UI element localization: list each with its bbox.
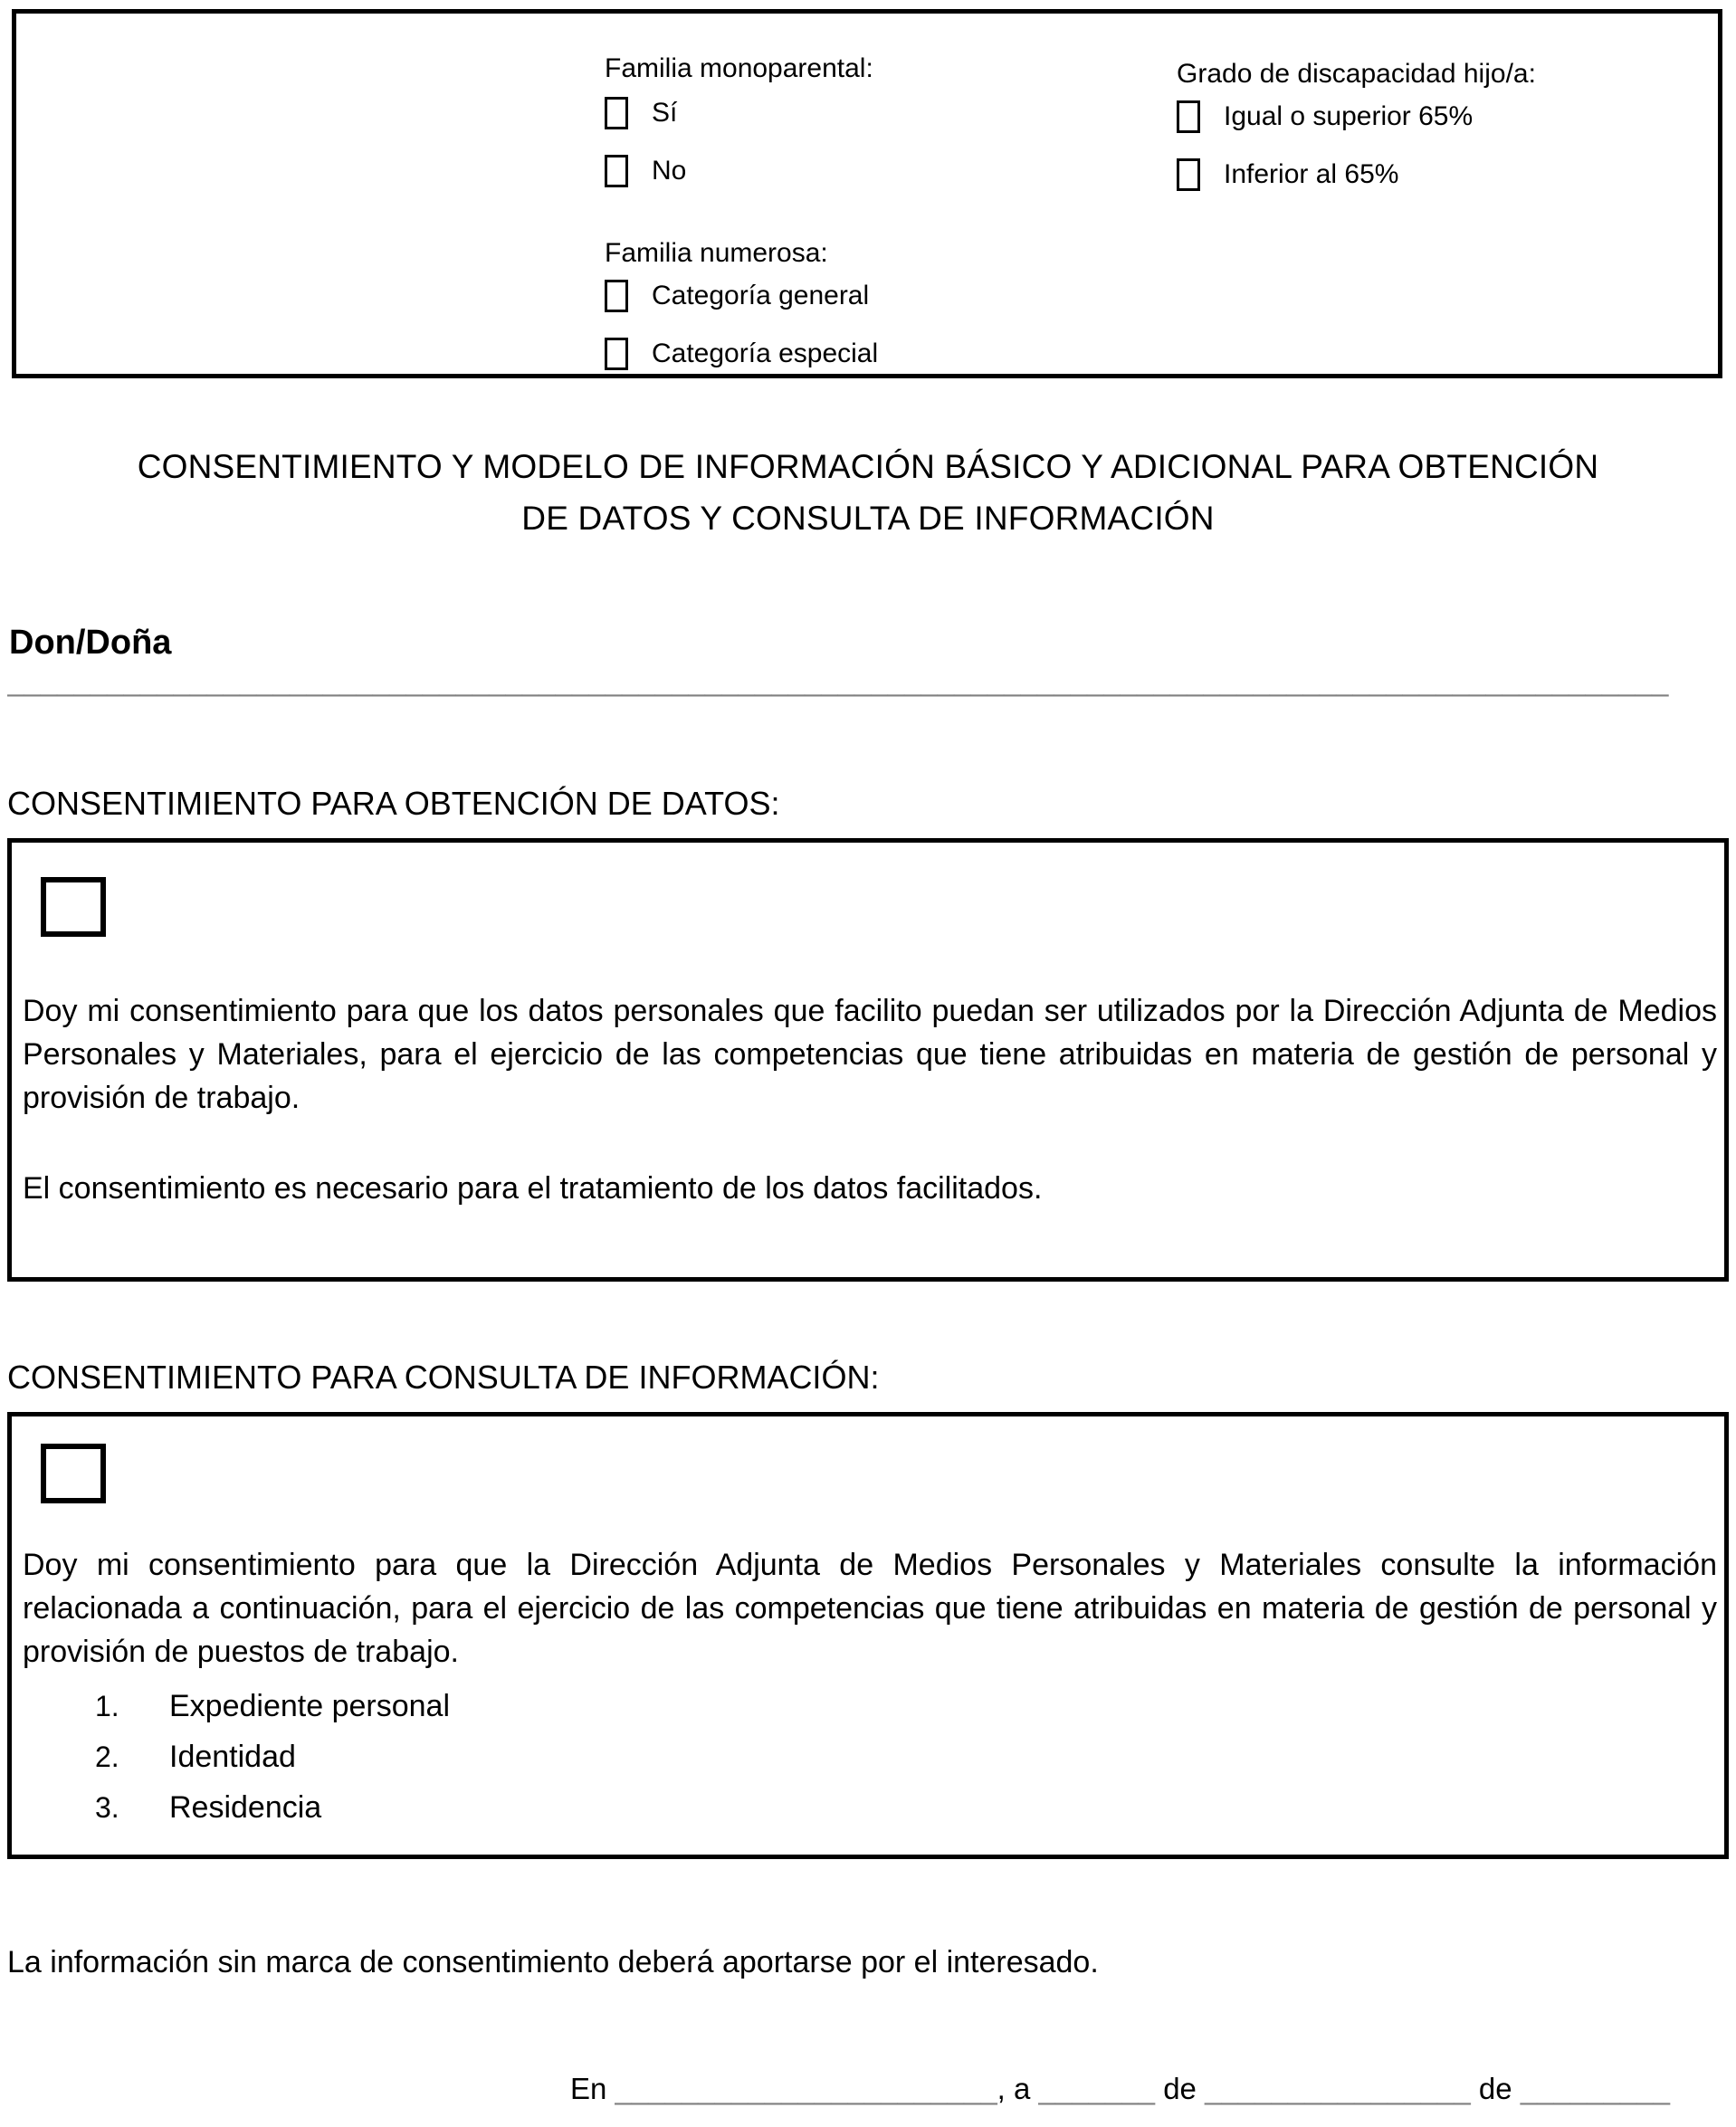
familia-monoparental-label: Familia monoparental: bbox=[605, 53, 873, 83]
consent-obtencion-heading: CONSENTIMIENTO PARA OBTENCIÓN DE DATOS: bbox=[7, 785, 780, 822]
don-dona-label: Don/Doña bbox=[9, 624, 172, 662]
consent-consulta-heading: CONSENTIMIENTO PARA CONSULTA DE INFORMACIÓN: bbox=[7, 1359, 880, 1396]
date-place-blank: _______________________ bbox=[615, 2072, 997, 2105]
grado-discapacidad-label: Grado de discapacidad hijo/a: bbox=[1177, 59, 1536, 89]
document-title bbox=[0, 441, 1736, 544]
consent-obtencion-paragraph-2: El consentimiento es necesario para el tratamiento de los datos facilitados. bbox=[23, 1171, 1043, 1206]
discapacidad-option-igual-superior bbox=[1177, 100, 1473, 134]
familia-monoparental-option-si bbox=[605, 96, 677, 130]
checkbox-discapacidad-igual-superior-65[interactable] bbox=[1177, 100, 1200, 133]
consent-obtencion-box bbox=[7, 838, 1729, 1282]
consulta-items-list bbox=[12, 1681, 1724, 1833]
list-item-number: 3. bbox=[95, 1791, 119, 1824]
list-item bbox=[12, 1681, 1724, 1731]
familia-monoparental-option-no bbox=[605, 154, 686, 188]
checkbox-label: Categoría general bbox=[652, 281, 870, 310]
list-item-number: 2. bbox=[95, 1741, 119, 1773]
discapacidad-option-inferior bbox=[1177, 157, 1398, 192]
checkbox-numerosa-general[interactable] bbox=[605, 280, 628, 312]
list-item-label: Identidad bbox=[169, 1740, 296, 1774]
note-text: La información sin marca de consentimiento deberá aportarse por el interesado. bbox=[7, 1945, 1099, 1979]
name-blank-line: ____________________________________________________________________________________________________ bbox=[7, 663, 1669, 697]
date-de-label-1: de bbox=[1163, 2072, 1197, 2105]
consent-consulta-paragraph: Doy mi consentimiento para que la Dirección Adjunta de Medios Personales y Materiales consulte la información relacionada a continuación, para el ejercicio de las competencias que tiene atribuidas en materia de gestión de personal y provisión de puestos de trabajo. bbox=[23, 1548, 1717, 1669]
checkbox-label: Igual o superior 65% bbox=[1224, 101, 1474, 131]
familia-numerosa-label: Familia numerosa: bbox=[605, 238, 828, 268]
document-title-line2: DE DATOS Y CONSULTA DE INFORMACIÓN bbox=[521, 500, 1215, 537]
date-comma-a-label: , a bbox=[997, 2072, 1031, 2105]
checkbox-monoparental-si[interactable] bbox=[605, 97, 628, 129]
list-item-label: Expediente personal bbox=[169, 1689, 451, 1723]
familia-numerosa-option-especial bbox=[605, 337, 878, 371]
date-month-blank: ________________ bbox=[1205, 2072, 1471, 2105]
checkbox-consent-obtencion[interactable] bbox=[41, 877, 106, 937]
checkbox-numerosa-especial[interactable] bbox=[605, 338, 628, 370]
checkbox-label: No bbox=[652, 156, 687, 186]
family-status-box bbox=[12, 9, 1722, 378]
checkbox-consent-consulta[interactable] bbox=[41, 1444, 106, 1503]
date-en-label: En bbox=[570, 2072, 607, 2105]
checkbox-monoparental-no[interactable] bbox=[605, 155, 628, 187]
consent-obtencion-paragraph-1: Doy mi consentimiento para que los datos personales que facilito puedan ser utilizados por la Dirección Adjunta de Medios Personales y Materiales, para el ejercicio de las competencias que tiene atribuidas en materia de gestión de personal y provisión de trabajo. bbox=[23, 994, 1717, 1115]
consent-consulta-box bbox=[7, 1412, 1729, 1859]
list-item-label: Residencia bbox=[169, 1790, 322, 1825]
checkbox-label: Sí bbox=[652, 98, 678, 128]
checkbox-label: Categoría especial bbox=[652, 339, 879, 368]
date-de-label-2: de bbox=[1478, 2072, 1512, 2105]
date-line bbox=[570, 2071, 1736, 2107]
checkbox-label: Inferior al 65% bbox=[1224, 159, 1399, 189]
date-year-blank: _________ bbox=[1520, 2072, 1670, 2105]
familia-numerosa-option-general bbox=[605, 279, 869, 313]
list-item bbox=[12, 1782, 1724, 1833]
date-day-blank: _______ bbox=[1038, 2072, 1156, 2105]
document-title-line1: CONSENTIMIENTO Y MODELO DE INFORMACIÓN BÁSICO Y ADICIONAL PARA OBTENCIÓN bbox=[137, 448, 1599, 485]
list-item bbox=[12, 1731, 1724, 1782]
checkbox-discapacidad-inferior-65[interactable] bbox=[1177, 158, 1200, 191]
list-item-number: 1. bbox=[95, 1690, 119, 1722]
